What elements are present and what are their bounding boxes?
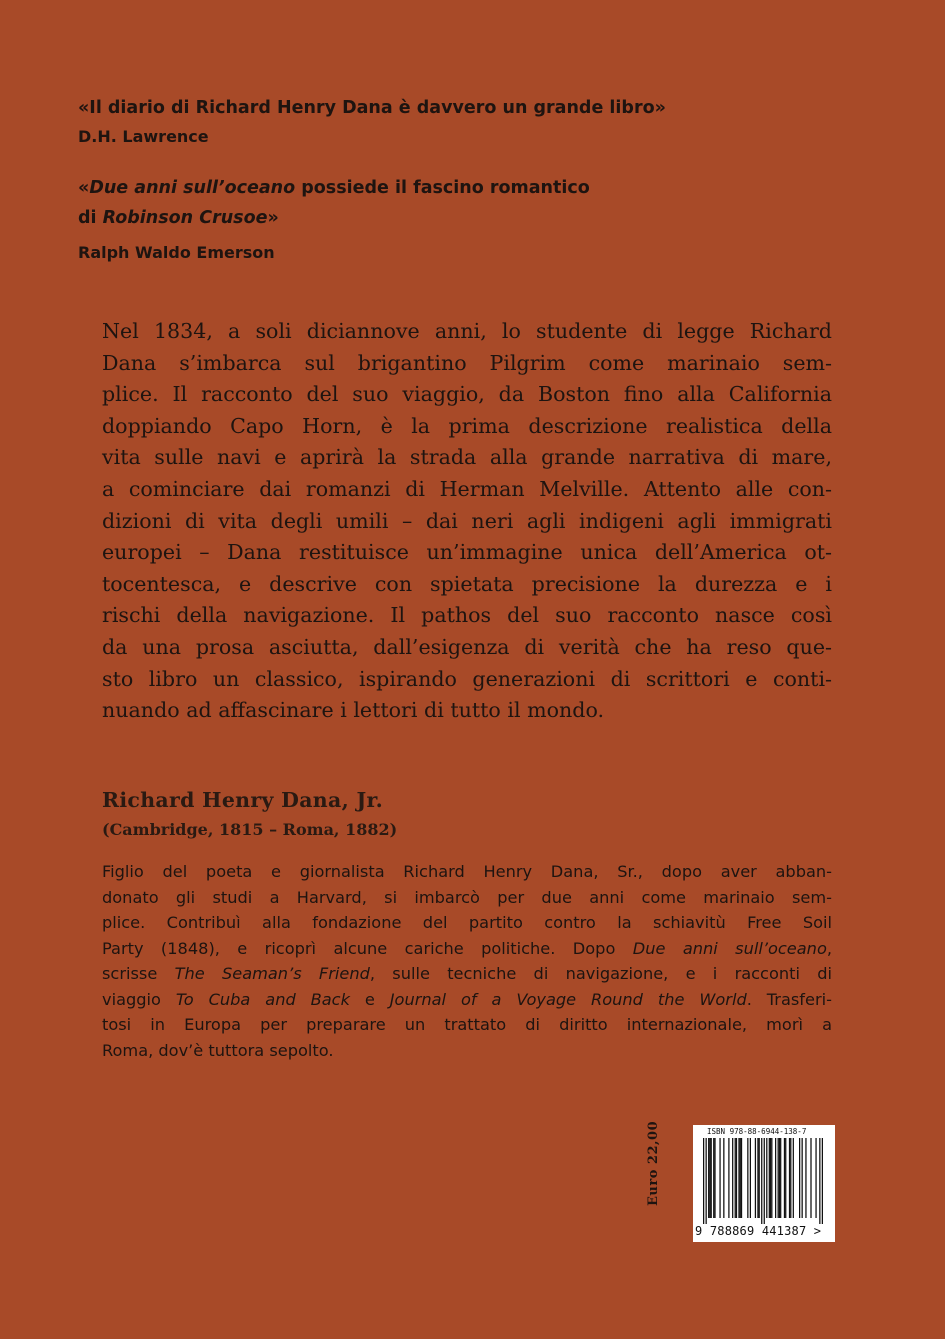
book-title-italic: Due anni sull’oceano bbox=[89, 178, 296, 198]
barcode-bar bbox=[719, 1138, 720, 1218]
barcode-bar bbox=[802, 1138, 803, 1218]
barcode-bar bbox=[750, 1138, 751, 1218]
bio-line: scrisse The Seaman’s Friend, sulle tecniche di navigazione, e i racconti di bbox=[102, 964, 832, 983]
book-title-italic: To Cuba and Back bbox=[175, 989, 350, 1009]
author-bio bbox=[102, 859, 832, 1063]
barcode-bar bbox=[805, 1138, 806, 1218]
blurb-line: rischi della navigazione. Il pathos del suo racconto nasce così bbox=[102, 603, 832, 628]
isbn-barcode bbox=[693, 1125, 835, 1242]
bio-line: tosi in Europa per preparare un trattato di diritto internazionale, morì a bbox=[102, 1015, 832, 1034]
barcode-bar bbox=[793, 1138, 794, 1218]
barcode-bar bbox=[815, 1138, 816, 1218]
barcode-bar bbox=[790, 1138, 791, 1218]
barcode-bars bbox=[703, 1138, 823, 1224]
book-title-italic: The Seaman’s Friend bbox=[174, 964, 370, 983]
author-name: Richard Henry Dana, Jr. bbox=[102, 788, 384, 812]
blurb-line: Dana s’imbarca sul brigantino Pilgrim come marinaio sem- bbox=[102, 350, 832, 375]
quote-lawrence: «Il diario di Richard Henry Dana è davvero un grande libro» bbox=[78, 98, 666, 118]
blurb-line: Nel 1834, a soli diciannove anni, lo studente di legge Richard bbox=[102, 319, 832, 343]
barcode-bar bbox=[755, 1138, 756, 1218]
barcode-bar bbox=[757, 1138, 758, 1218]
quote-emerson-line-2: di Robinson Crusoe» bbox=[78, 208, 279, 228]
blurb-line: vita sulle navi e aprirà la strada alla grande narrativa di mare, bbox=[102, 445, 832, 470]
barcode-bar bbox=[728, 1138, 729, 1218]
book-title-italic: Robinson Crusoe bbox=[102, 208, 268, 228]
barcode-bar bbox=[709, 1138, 710, 1218]
book-title-italic: Due anni sull’oceano bbox=[632, 938, 827, 958]
barcode-bar bbox=[759, 1138, 760, 1218]
barcode-bar bbox=[789, 1138, 790, 1218]
barcode-bar bbox=[822, 1138, 823, 1224]
barcode-bar bbox=[810, 1138, 811, 1218]
price-label: Euro 22,00 bbox=[646, 1120, 661, 1206]
barcode-bar bbox=[784, 1138, 785, 1218]
blurb-line: a cominciare dai romanzi di Herman Melville. Attento alle con- bbox=[102, 476, 832, 501]
blurb-line: doppiando Capo Horn, è la prima descrizione realistica della bbox=[102, 413, 832, 438]
barcode-bar bbox=[761, 1138, 762, 1224]
barcode-bar bbox=[819, 1138, 820, 1224]
quote-emerson-line-1: «Due anni sull’oceano possiede il fascino romantico bbox=[78, 178, 590, 198]
barcode-bar bbox=[766, 1138, 767, 1218]
barcode-bar bbox=[740, 1138, 741, 1218]
barcode-bar bbox=[785, 1138, 786, 1218]
bio-line: donato gli studi a Harvard, si imbarcò per due anni come marinaio sem- bbox=[102, 887, 832, 907]
barcode-bar bbox=[779, 1138, 780, 1218]
barcode-bar bbox=[735, 1138, 736, 1218]
barcode-bar bbox=[741, 1138, 742, 1218]
blurb-line: da una prosa asciutta, dall’esigenza di verità che ha reso que- bbox=[102, 634, 832, 659]
barcode-bar bbox=[770, 1138, 771, 1218]
quote-attribution-lawrence: D.H. Lawrence bbox=[78, 127, 209, 146]
barcode-bar bbox=[736, 1138, 737, 1218]
author-dates: (Cambridge, 1815 – Roma, 1882) bbox=[102, 820, 398, 839]
barcode-bar bbox=[713, 1138, 714, 1218]
barcode-bar bbox=[732, 1138, 733, 1218]
barcode-bar bbox=[738, 1138, 739, 1218]
blurb-line: plice. Il racconto del suo viaggio, da Boston fino alla California bbox=[102, 382, 832, 407]
isbn-label: ISBN 978-88-6944-138-7 bbox=[707, 1127, 807, 1136]
book-title-italic: Journal of a Voyage Round the World bbox=[389, 989, 747, 1009]
barcode-bar bbox=[769, 1138, 770, 1218]
barcode-bar bbox=[708, 1138, 709, 1218]
quote-attribution-emerson: Ralph Waldo Emerson bbox=[78, 243, 275, 262]
bio-line: Roma, dov’è tuttora sepolto. bbox=[102, 1040, 334, 1060]
book-blurb bbox=[102, 316, 832, 727]
barcode-bar bbox=[775, 1138, 776, 1218]
isbn-digits: 9 788869 441387 > bbox=[695, 1224, 822, 1238]
blurb-line: nuando ad affascinare i lettori di tutto il mondo. bbox=[102, 698, 605, 723]
blurb-line: europei – Dana restituisce un’immagine unica dell’America ot- bbox=[102, 540, 832, 565]
barcode-bar bbox=[771, 1138, 772, 1218]
barcode-bar bbox=[799, 1138, 800, 1218]
blurb-line: tocentesca, e descrive con spietata precisione la durezza e i bbox=[102, 571, 832, 596]
barcode-bar bbox=[714, 1138, 715, 1218]
barcode-bar bbox=[723, 1138, 724, 1218]
quote-emerson bbox=[78, 173, 798, 233]
barcode-bar bbox=[747, 1138, 748, 1218]
bio-line: Party (1848), e ricoprì alcune cariche politiche. Dopo Due anni sull’oceano, bbox=[102, 938, 832, 958]
barcode-bar bbox=[780, 1138, 781, 1218]
barcode-bar bbox=[703, 1138, 704, 1224]
bio-line: viaggio To Cuba and Back e Journal of a Voyage Round the World. Trasferi- bbox=[102, 989, 832, 1009]
barcode-bar bbox=[764, 1138, 765, 1224]
barcode-bar bbox=[711, 1138, 712, 1218]
bio-line: Figlio del poeta e giornalista Richard Henry Dana, Sr., dopo aver abban- bbox=[102, 862, 832, 881]
blurb-line: dizioni di vita degli umili – dai neri agli indigeni agli immigrati bbox=[102, 508, 832, 533]
barcode-bar bbox=[706, 1138, 707, 1224]
blurb-line: sto libro un classico, ispirando generazioni di scrittori e conti- bbox=[102, 666, 832, 691]
barcode-bar bbox=[778, 1138, 779, 1218]
bio-line: plice. Contribuì alla fondazione del partito contro la schiavitù Free Soil bbox=[102, 913, 832, 932]
